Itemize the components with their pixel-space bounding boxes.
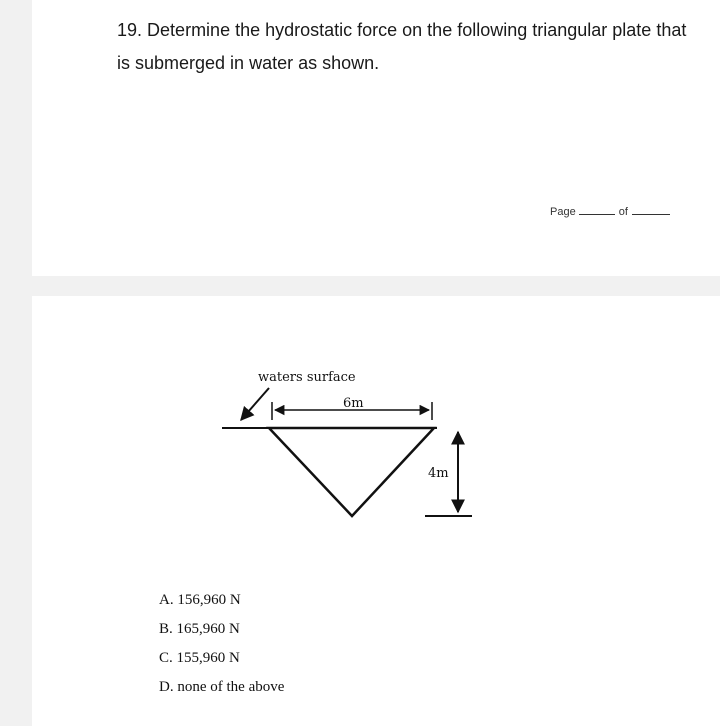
- option-text: 165,960 N: [176, 621, 240, 637]
- option-b[interactable]: [159, 615, 284, 644]
- answer-options: [159, 586, 284, 702]
- triangle-diagram: [32, 296, 720, 726]
- option-a[interactable]: [159, 586, 284, 615]
- page-label: Page: [550, 206, 576, 218]
- question-text: [117, 14, 697, 80]
- question-body: Determine the hydrostatic force on the following triangular plate that is submerged in water as shown.: [117, 20, 687, 73]
- surface-indicator-arrow: [241, 388, 269, 420]
- option-text: 155,960 N: [176, 650, 240, 666]
- option-letter: C.: [159, 650, 173, 666]
- triangular-plate: [269, 428, 434, 516]
- option-c[interactable]: [159, 644, 284, 673]
- surface-label: waters surface: [258, 370, 356, 385]
- page-bottom: [32, 296, 720, 726]
- page-number-blank: [579, 214, 615, 215]
- option-text: 156,960 N: [177, 592, 241, 608]
- page-top: [32, 0, 720, 276]
- option-d[interactable]: [159, 673, 284, 702]
- option-text: none of the above: [177, 679, 285, 695]
- width-label: 6m: [343, 396, 364, 411]
- option-letter: B.: [159, 621, 173, 637]
- question-number: 19.: [117, 20, 143, 40]
- page-counter: [550, 206, 670, 218]
- of-label: of: [618, 206, 628, 218]
- depth-label: 4m: [428, 466, 449, 481]
- page-total-blank: [632, 214, 670, 215]
- option-letter: D.: [159, 679, 174, 695]
- option-letter: A.: [159, 592, 174, 608]
